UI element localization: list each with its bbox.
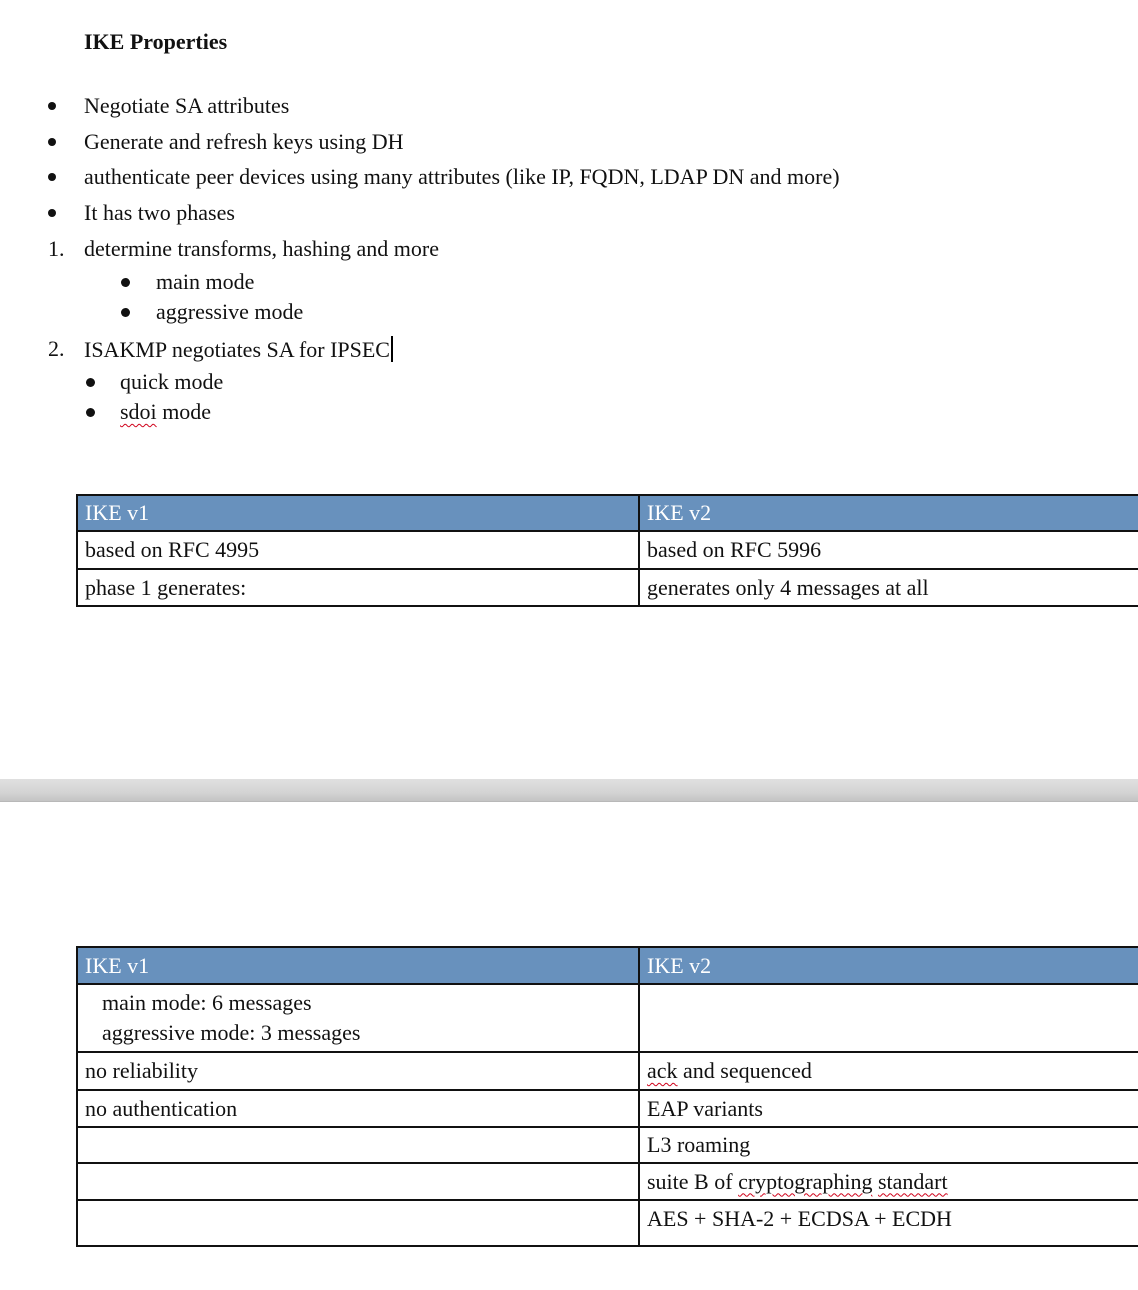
header-cell: IKE v2 bbox=[639, 495, 1138, 531]
sub-bullet-item: sdoi mode bbox=[120, 399, 212, 424]
page-break bbox=[0, 779, 1138, 802]
header-cell: IKE v2 bbox=[639, 947, 1138, 984]
table-cell: EAP variants bbox=[639, 1090, 1138, 1127]
phase-text: determine transforms, hashing and more bbox=[84, 236, 439, 261]
comparison-table-2 bbox=[76, 946, 1138, 1247]
table-cell: based on RFC 4995 bbox=[77, 531, 639, 569]
phase-number: 1. bbox=[48, 236, 65, 261]
table-cell: generates only 4 messages at all bbox=[639, 569, 1138, 606]
bullet-icon bbox=[48, 102, 56, 110]
bullet-item: Generate and refresh keys using DH bbox=[84, 129, 404, 154]
table-cell: AES + SHA-2 + ECDSA + ECDH bbox=[639, 1200, 1138, 1246]
text-cursor bbox=[391, 336, 393, 362]
table-header-row bbox=[77, 947, 1138, 984]
cell-line: aggressive mode: 3 messages bbox=[102, 1020, 361, 1045]
comparison-table-1 bbox=[76, 494, 1138, 607]
table-row bbox=[77, 1163, 1138, 1200]
table-row bbox=[77, 569, 1138, 606]
table-cell: phase 1 generates: bbox=[77, 569, 639, 606]
bullet-item: Negotiate SA attributes bbox=[84, 93, 290, 118]
table-cell bbox=[77, 1163, 639, 1200]
sub-bullet-item: quick mode bbox=[120, 369, 224, 394]
table-header-row bbox=[77, 495, 1138, 531]
bullet-icon bbox=[48, 173, 56, 181]
bullet-item: authenticate peer devices using many attributes (like IP, FQDN, LDAP DN and more) bbox=[84, 164, 840, 189]
spellcheck-word[interactable]: standart bbox=[877, 1168, 948, 1194]
phase-text: ISAKMP negotiates SA for IPSEC bbox=[84, 337, 390, 362]
table-cell: no authentication bbox=[77, 1090, 639, 1127]
table-row bbox=[77, 1052, 1138, 1090]
phase-text-line[interactable] bbox=[84, 336, 393, 362]
table-row bbox=[77, 984, 1138, 1052]
table-row bbox=[77, 1090, 1138, 1127]
table-cell: L3 roaming bbox=[639, 1127, 1138, 1163]
bullet-icon bbox=[48, 138, 56, 146]
header-cell: IKE v1 bbox=[77, 495, 639, 531]
phase-number: 2. bbox=[48, 336, 65, 361]
bullet-icon bbox=[86, 408, 95, 417]
header-cell: IKE v1 bbox=[77, 947, 639, 984]
bullet-icon bbox=[86, 378, 95, 387]
spellcheck-word[interactable]: sdoi bbox=[120, 399, 157, 424]
table-cell: no reliability bbox=[77, 1052, 639, 1090]
spellcheck-word[interactable]: cryptographing bbox=[738, 1168, 873, 1194]
sub-bullet-item: main mode bbox=[156, 269, 255, 294]
table-cell bbox=[77, 1200, 639, 1246]
table-cell: ack and sequenced bbox=[639, 1052, 1138, 1090]
doc-title: IKE Properties bbox=[84, 29, 228, 54]
bullet-icon bbox=[48, 209, 56, 217]
table-cell bbox=[639, 984, 1138, 1052]
table-cell: suite B of cryptographing standart bbox=[639, 1163, 1138, 1200]
table-cell bbox=[77, 1127, 639, 1163]
spellcheck-word[interactable]: ack bbox=[647, 1058, 678, 1083]
table-row bbox=[77, 1200, 1138, 1246]
cell-line: main mode: 6 messages bbox=[102, 990, 312, 1015]
bullet-icon bbox=[121, 278, 130, 287]
table-cell: based on RFC 5996 bbox=[639, 531, 1138, 569]
table-row bbox=[77, 1127, 1138, 1163]
table-cell bbox=[77, 984, 639, 1052]
sub-bullet-item: aggressive mode bbox=[156, 299, 304, 324]
bullet-item: It has two phases bbox=[84, 200, 235, 225]
table-row bbox=[77, 531, 1138, 569]
bullet-icon bbox=[121, 308, 130, 317]
